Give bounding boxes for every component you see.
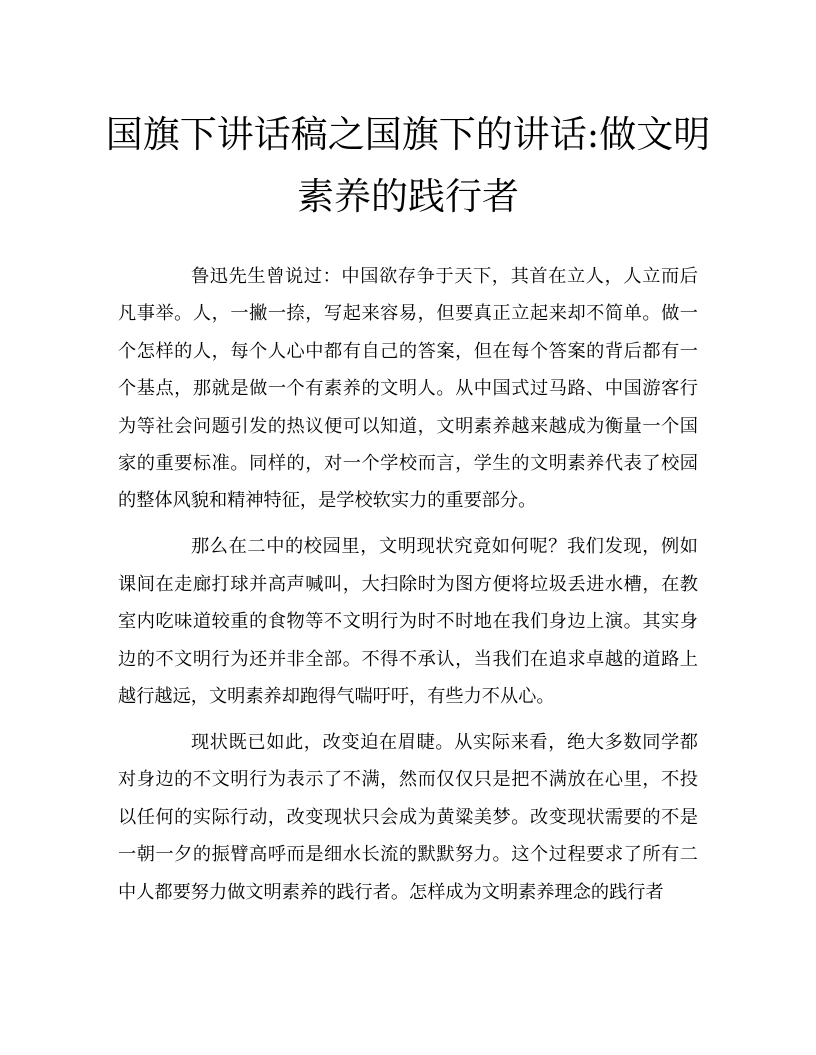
paragraph: 现状既已如此，改变迫在眉睫。从实际来看，绝大多数同学都对身边的不文明行为表示了不满，然而仅仅只是把不满放在心里，不投以任何的实际行动，改变现状只会成为黄粱美梦。改变现状需要的不是一朝一夕的振臂高呼而是细水长流的默默努力。这个过程要求了所有二中人都要努力做文明素养的践行者。怎样成为文明素养理念的践行者: [118, 731, 698, 903]
document-title: 国旗下讲话稿之国旗下的讲话:做文明素养的践行者: [105, 113, 711, 218]
paragraph: 鲁迅先生曾说过：中国欲存争于天下，其首在立人，人立而后凡事举。人，一撇一捺，写起来容易，但要真正立起来却不简单。做一个怎样的人，每个人心中都有自己的答案，但在每个答案的背后都有一个基点，那就是做一个有素养的文明人。从中国式过马路、中国游客行为等社会问题引发的热议便可以知道，文明素养越来越成为衡量一个国家的重要标准。同样的，对一个学校而言，学生的文明素养代表了校园的整体风貌和精神特征，是学校软实力的重要部分。: [118, 266, 698, 512]
paragraph: 那么在二中的校园里，文明现状究竟如何呢？我们发现，例如课间在走廊打球并高声喊叫，大扫除时为图方便将垃圾丢进水槽，在教室内吃味道较重的食物等不文明行为时不时地在我们身边上演。其实身边的不文明行为还并非全部。不得不承认，当我们在追求卓越的道路上越行越远，文明素养却跑得气喘吁吁，有些力不从心。: [118, 536, 698, 707]
document-body: [118, 258, 698, 919]
